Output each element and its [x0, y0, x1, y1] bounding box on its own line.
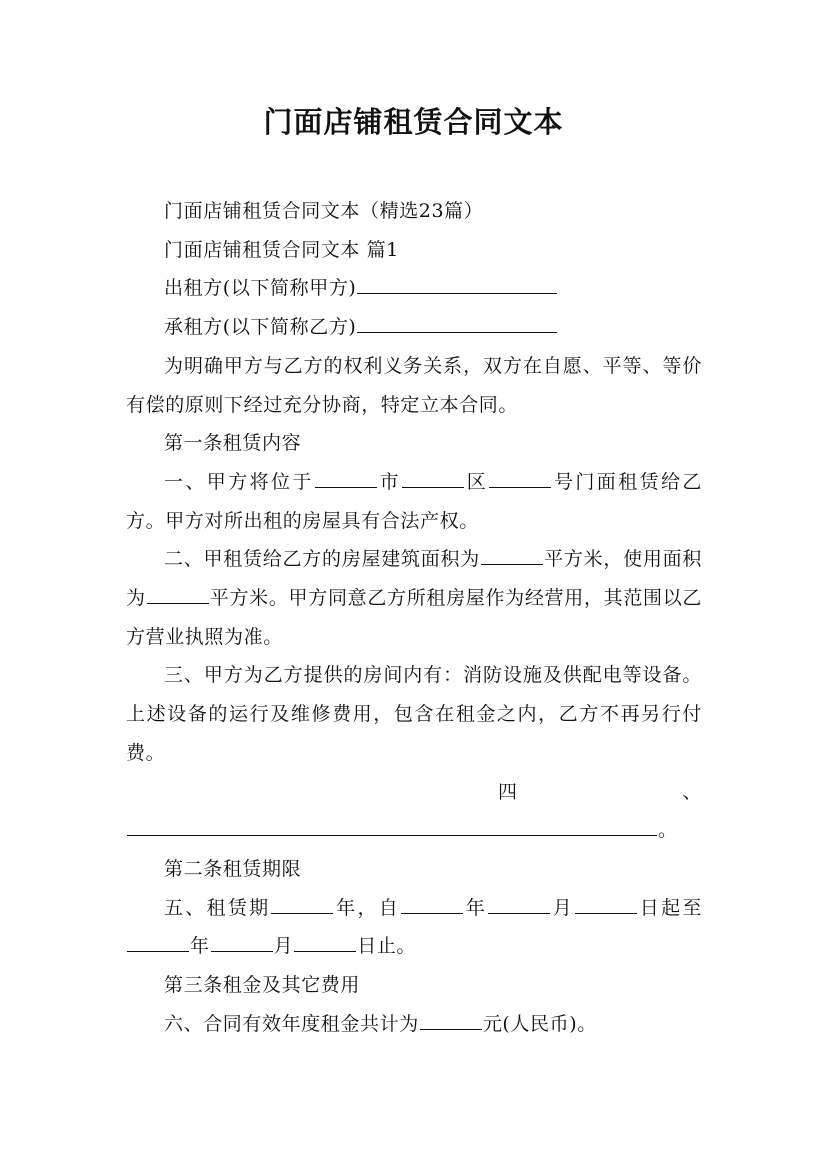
clause4-number-line: 四 、 — [498, 780, 702, 803]
building-area-blank — [481, 544, 543, 565]
city-blank — [315, 467, 377, 488]
end-day-blank — [294, 931, 356, 952]
section-heading: 门面店铺租赁合同文本 篇1 — [164, 238, 399, 261]
clause4-blank — [127, 815, 657, 836]
article1-heading: 第一条租赁内容 — [164, 432, 302, 455]
clause5-paragraph: 五、租赁期 年，自 年 月 日起至年 月 日止。 — [126, 889, 702, 966]
district-blank — [402, 467, 464, 488]
document-body — [126, 192, 702, 1043]
clause3-paragraph: 三、甲方为乙方提供的房间内有：消防设施及供配电等设备。上述设备的运行及维修费用，包含在租金之内，乙方不再另行付费。 — [126, 664, 702, 764]
article2-heading: 第二条租赁期限 — [164, 857, 302, 880]
start-month-blank — [488, 893, 550, 914]
lessee-line: 承租方(以下简称乙方) — [126, 308, 702, 347]
lessee-blank — [357, 312, 557, 333]
end-month-blank — [211, 931, 273, 952]
clause4-blank-line: 。 — [126, 811, 702, 850]
preamble-paragraph: 为明确甲方与乙方的权利义务关系，双方在自愿、平等、等价有偿的原则下经过充分协商，特定立本合同。 — [126, 354, 702, 416]
term-years-blank — [271, 893, 333, 914]
document-title: 门面店铺租赁合同文本 — [263, 105, 564, 139]
number-blank — [489, 467, 551, 488]
clause1-paragraph: 一、甲方将位于 市 区 号门面租赁给乙方。甲方对所出租的房屋具有合法产权。 — [126, 463, 702, 540]
clause6-paragraph: 六、合同有效年度租金共计为 元(人民币)。 — [126, 1005, 702, 1044]
end-year-blank — [127, 931, 189, 952]
rent-amount-blank — [420, 1009, 482, 1030]
article3-heading: 第三条租金及其它费用 — [164, 974, 361, 997]
clause2-paragraph: 二、甲租赁给乙方的房屋建筑面积为 平方米，使用面积为 平方米。甲方同意乙方所租房屋作为经营用，其范围以乙方营业执照为准。 — [126, 540, 702, 656]
lessor-line: 出租方(以下简称甲方) — [126, 269, 702, 308]
usable-area-blank — [147, 583, 209, 604]
lessor-blank — [357, 273, 557, 294]
document-subtitle: 门面店铺租赁合同文本（精选23篇） — [164, 200, 484, 222]
start-day-blank — [575, 893, 637, 914]
start-year-blank — [401, 893, 463, 914]
